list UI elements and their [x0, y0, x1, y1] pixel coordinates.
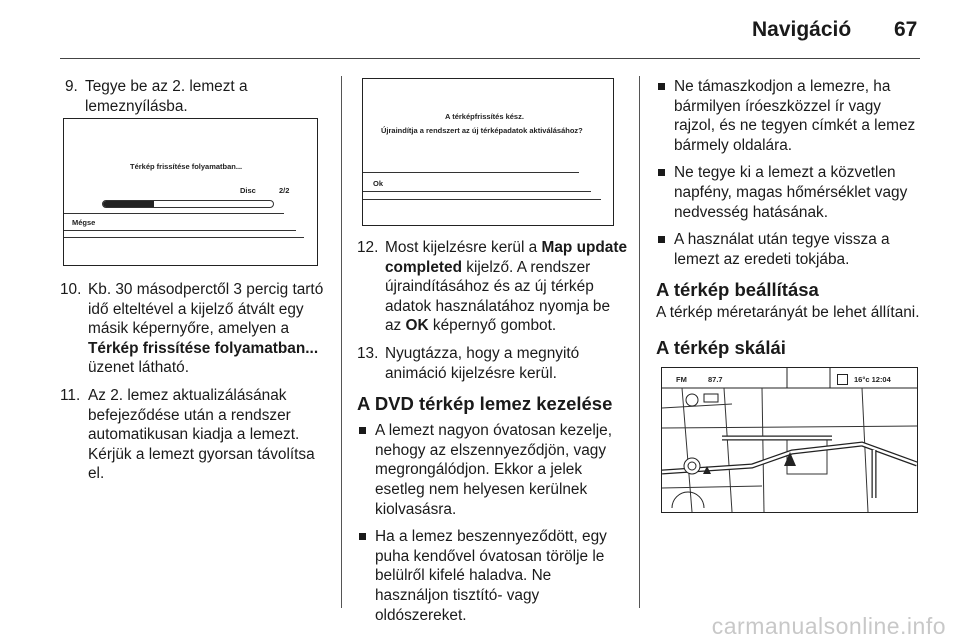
column-3 [656, 77, 924, 365]
bullet-item: Ne támaszkodjon a lemezre, ha bármilyen íróeszközzel ír vagy rajzol, és ne tegyen címkét a lemez bármely oldalára. [656, 77, 924, 155]
map-complete-screen [362, 78, 614, 226]
column-2 [357, 238, 629, 633]
cancel-button[interactable]: Mégse [72, 218, 96, 227]
section-heading-map-scales: A térkép skálái [656, 336, 786, 358]
zoom-scale-icon [672, 492, 704, 508]
step-11: 11. Az 2. lemez aktualizálásának befejeződése után a rendszer automatikusan kiadja a lemezt. Kérjük a lemezt gyorsan távolítsa el. [60, 386, 315, 483]
bullet-item: Ha a lemez beszennyeződött, egy puha kendővel óvatosan törölje le belülről kifelé haladva. Ne használjon tisztító- vagy oldószereket. [357, 527, 629, 625]
disc-label: Disc [240, 186, 256, 195]
ok-button[interactable]: Ok [373, 179, 384, 188]
paragraph: A térkép méretarányát be lehet állítani. [656, 304, 920, 322]
progress-bar [102, 200, 274, 208]
map-scale-screen [661, 367, 918, 513]
poi-icon [686, 394, 698, 406]
compass-icon [684, 458, 700, 474]
section-heading-map-settings: A térkép beállítása [656, 279, 819, 301]
radio-frequency: 87.7 [708, 375, 723, 384]
progress-fill [103, 201, 154, 207]
watermark: carmanualsonline.info [711, 613, 946, 639]
temperature-time: 16°c 12:04 [854, 375, 891, 384]
screen-title: Térkép frissítése folyamatban... [130, 162, 243, 171]
page-number: 67 [894, 18, 918, 41]
page-title: Navigáció [752, 18, 852, 41]
column-1-steps [60, 280, 328, 492]
column-divider-1 [341, 76, 342, 608]
map-view [662, 368, 917, 512]
bullet-item: Ne tegye ki a lemezt a közvetlen napfény, magas hőmérséklet vagy nedvesség hatásának. [656, 163, 924, 222]
bullet-item: A használat után tegye vissza a lemezt az eredeti tokjába. [656, 230, 924, 269]
disc-count: 2/2 [279, 186, 290, 195]
bullet-item: A lemezt nagyon óvatosan kezelje, nehogy az elszennyeződjön, vagy megrongálódjon. Ekkor a jelek esetleg nem helyesen kerülnek kiolvasásra. [357, 421, 629, 519]
step-13: 13. Nyugtázza, hogy a megnyitó animáció kijelzésre kerül. [357, 344, 580, 382]
header-divider [60, 58, 920, 59]
step-9: 9. Tegye be az 2. lemezt a lemeznyílásba. [65, 78, 248, 115]
radio-band: FM [676, 375, 687, 384]
column-divider-2 [639, 76, 640, 608]
screen-message-2: Újraindítja a rendszert az új térképadatok aktiválásához? [381, 126, 583, 135]
step-10: 10. Kb. 30 másodperctől 3 percig tartó idő elteltével a kijelző átvált egy másik képernyőre, amelyen a Térkép frissítése folyamatban... üzenet látható. [60, 281, 324, 377]
screen-message-1: A térképfrissítés kész. [445, 112, 524, 121]
section-heading-dvd: A DVD térkép lemez kezelése [357, 393, 613, 415]
step-12: 12. Most kijelzésre kerül a Map update completed kijelző. A rendszer újraindításához és az új térkép adatok használatához nyomja be az OK képernyő gombot. [357, 239, 628, 335]
map-update-screen [63, 118, 318, 266]
